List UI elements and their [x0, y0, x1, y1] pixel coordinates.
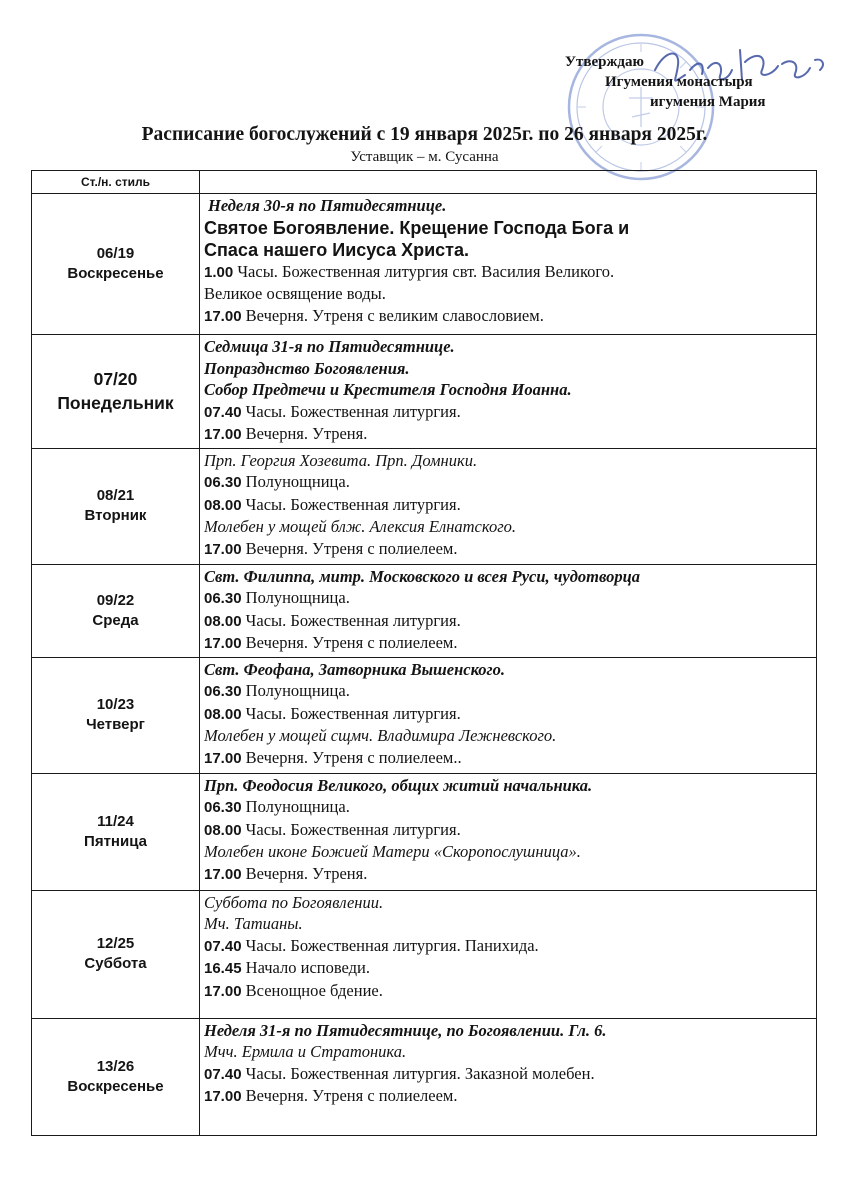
- service-text: Часы. Божественная литургия. Панихида.: [241, 935, 539, 955]
- service-text: Часы. Божественная литургия.: [241, 610, 461, 630]
- date-value: 10/23: [96, 696, 135, 713]
- service-time: 17.00: [204, 307, 242, 325]
- service-line: [204, 305, 812, 328]
- date-value: 11/24: [97, 812, 134, 830]
- service-line: [204, 471, 812, 494]
- weekday-label: Понедельник: [57, 393, 174, 414]
- service-line: [204, 283, 812, 305]
- service-text: Неделя 30-я по Пятидесятнице.: [208, 196, 447, 215]
- service-line: [204, 1063, 812, 1086]
- service-line: [204, 217, 812, 239]
- service-line: [204, 819, 812, 842]
- service-text: Часы. Божественная литургия.: [241, 819, 461, 839]
- service-line: [204, 1020, 812, 1042]
- header-date-cell: Ст./н. стиль: [32, 171, 200, 194]
- service-time: 17.00: [204, 426, 242, 443]
- service-time: 07.40: [204, 403, 242, 421]
- service-time: 08.00: [204, 821, 242, 839]
- service-line: [204, 401, 812, 424]
- service-text: Попразднство Богоявления.: [204, 358, 410, 378]
- service-text: Прп. Феодосия Великого, общих житий начальника.: [204, 775, 593, 795]
- service-time: 06.30: [204, 683, 242, 700]
- schedule-table: [31, 170, 817, 1136]
- service-text: Молебен иконе Божией Матери «Скоропослушница».: [204, 842, 581, 861]
- service-line: [204, 796, 812, 819]
- service-text: Часы. Божественная литургия свт. Василия Великого.: [233, 261, 615, 281]
- service-time: 08.00: [204, 705, 242, 723]
- date-cell: [32, 657, 200, 773]
- service-line: [204, 775, 812, 797]
- schedule-body: [32, 194, 817, 1136]
- service-line: [204, 1041, 812, 1063]
- service-line: [204, 632, 812, 655]
- service-time: 06.30: [204, 590, 242, 607]
- service-line: [204, 195, 812, 217]
- weekday-label: Пятница: [84, 832, 147, 850]
- date-cell: [32, 335, 200, 449]
- service-text: Вечерня. Утреня с полиелеем.: [241, 633, 458, 652]
- weekday-label: Среда: [92, 611, 139, 629]
- service-line: [204, 913, 812, 935]
- schedule-row: [32, 890, 817, 1018]
- service-line: [204, 423, 812, 446]
- date-cell: [32, 448, 200, 564]
- service-time: 07.40: [204, 1065, 242, 1083]
- service-text: Вечерня. Утреня.: [241, 424, 368, 443]
- services-cell: [200, 448, 817, 564]
- service-time: 07.40: [204, 937, 242, 955]
- service-text: Начало исповеди.: [241, 958, 371, 977]
- approval-approve-label: Утверждаю: [565, 54, 644, 70]
- service-text: Спаса нашего Иисуса Христа.: [204, 239, 469, 260]
- service-text: Молебен у мощей сщмч. Владимира Лежневского.: [204, 726, 557, 745]
- service-text: Часы. Божественная литургия.: [241, 703, 461, 723]
- page-subtitle: Уставщик – м. Сусанна: [350, 149, 499, 165]
- service-text: Седмица 31-я по Пятидесятнице.: [204, 337, 455, 356]
- service-line: [204, 610, 812, 633]
- service-text: Свт. Феофана, Затворника Вышенского.: [204, 659, 506, 679]
- date-cell: [32, 890, 200, 1018]
- service-time: 17.00: [204, 865, 242, 883]
- services-cell: [200, 657, 817, 773]
- service-time: 06.30: [204, 799, 242, 816]
- date-value: 13/26: [96, 1057, 135, 1075]
- service-text: Часы. Божественная литургия.: [241, 494, 461, 514]
- service-text: Молебен у мощей блж. Алексия Елнатского.: [204, 517, 517, 536]
- schedule-row: [32, 335, 817, 449]
- service-text: Часы. Божественная литургия.: [241, 401, 461, 421]
- service-text: Полунощница.: [241, 797, 350, 816]
- service-line: [204, 1085, 812, 1108]
- service-text: Вечерня. Утреня с полиелеем.: [241, 1086, 458, 1105]
- service-text: Вечерня. Утреня с полиелеем..: [241, 747, 462, 767]
- date-cell: [32, 773, 200, 890]
- service-text: Мчч. Ермила и Стратоника.: [204, 1042, 407, 1061]
- service-time: 16.45: [204, 960, 242, 977]
- schedule-row: [32, 564, 817, 657]
- service-text: Святое Богоявление. Крещение Господа Бога и: [204, 217, 630, 238]
- service-line: [204, 680, 812, 703]
- service-text: Великое освящение воды.: [204, 284, 386, 303]
- page-title: Расписание богослужений с 19 января 2025г. по 26 января 2025г.: [141, 124, 708, 145]
- schedule-row: [32, 773, 817, 890]
- date-value: 08/21: [96, 487, 135, 504]
- service-time: 17.00: [204, 540, 242, 558]
- service-text: Собор Предтечи и Крестителя Господня Иоанна.: [204, 380, 572, 399]
- service-line: [204, 538, 812, 561]
- weekday-label: Суббота: [84, 955, 147, 972]
- service-line: [204, 703, 812, 726]
- service-time: 17.00: [204, 982, 242, 1000]
- date-cell: [32, 1018, 200, 1135]
- service-text: Часы. Божественная литургия. Заказной молебен.: [241, 1063, 595, 1083]
- service-line: [204, 659, 812, 681]
- service-line: [204, 261, 812, 284]
- service-text: Полунощница.: [241, 472, 350, 491]
- service-text: Вечерня. Утреня.: [241, 863, 368, 883]
- service-text: Неделя 31-я по Пятидесятнице, по Богоявлении. Гл. 6.: [204, 1020, 607, 1040]
- services-cell: [200, 194, 817, 335]
- approval-name-label: игумения Мария: [650, 94, 766, 110]
- services-cell: [200, 890, 817, 1018]
- service-line: [204, 980, 812, 1003]
- service-text: Полунощница.: [241, 588, 350, 607]
- date-cell: [32, 194, 200, 335]
- date-value: 07/20: [93, 369, 138, 390]
- service-line: [204, 892, 812, 914]
- weekday-label: Вторник: [84, 507, 147, 524]
- services-cell: [200, 564, 817, 657]
- service-time: 17.00: [204, 635, 242, 652]
- service-line: [204, 841, 812, 863]
- service-line: [204, 566, 812, 588]
- date-value: 09/22: [96, 591, 135, 609]
- service-text: Мч. Татианы.: [204, 914, 303, 933]
- service-text: Свт. Филиппа, митр. Московского и всея Руси, чудотворца: [204, 566, 641, 586]
- service-line: [204, 450, 812, 472]
- service-time: 17.00: [204, 1088, 242, 1105]
- service-text: Суббота по Богоявлении.: [204, 892, 384, 912]
- service-line: [204, 336, 812, 358]
- services-cell: [200, 335, 817, 449]
- service-text: Вечерня. Утреня с великим славословием.: [241, 305, 544, 325]
- schedule-row: [32, 194, 817, 335]
- service-time: 08.00: [204, 612, 242, 630]
- service-line: [204, 516, 812, 538]
- date-value: 12/25: [96, 935, 135, 952]
- service-line: [204, 494, 812, 517]
- service-time: 08.00: [204, 496, 242, 514]
- schedule-row: [32, 657, 817, 773]
- service-time: 1.00: [204, 263, 234, 281]
- service-line: [204, 863, 812, 886]
- service-line: [204, 935, 812, 958]
- service-text: Всенощное бдение.: [241, 980, 383, 1000]
- approval-position-label: Игумения монастыря: [605, 74, 753, 90]
- service-line: [204, 358, 812, 380]
- service-line: [204, 725, 812, 747]
- date-value: 06/19: [96, 245, 135, 262]
- services-cell: [200, 773, 817, 890]
- schedule-header-row: [32, 171, 817, 194]
- header-content-cell: [200, 171, 817, 194]
- service-time: 06.30: [204, 474, 242, 491]
- service-time: 17.00: [204, 749, 242, 767]
- weekday-label: Воскресенье: [67, 1077, 164, 1095]
- schedule-row: [32, 448, 817, 564]
- service-line: [204, 957, 812, 980]
- service-text: Вечерня. Утреня с полиелеем.: [241, 538, 458, 558]
- service-text: Полунощница.: [241, 681, 350, 700]
- weekday-label: Четверг: [86, 716, 145, 733]
- service-line: [204, 239, 812, 261]
- date-cell: [32, 564, 200, 657]
- service-line: [204, 379, 812, 401]
- weekday-label: Воскресенье: [67, 265, 164, 282]
- service-text: Прп. Георгия Хозевита. Прп. Домники.: [204, 450, 478, 470]
- service-line: [204, 587, 812, 610]
- schedule-row: [32, 1018, 817, 1135]
- service-line: [204, 747, 812, 770]
- services-cell: [200, 1018, 817, 1135]
